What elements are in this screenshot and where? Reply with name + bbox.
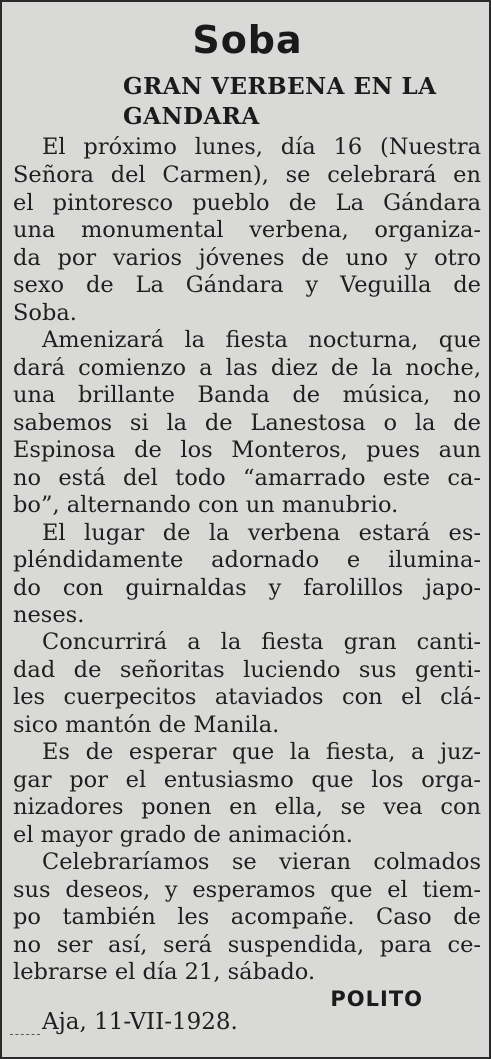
text-line: Es de esperar que la fiesta, a juz- [42, 739, 481, 765]
text-line: Espinosa de los Monteros, pues aun [13, 437, 481, 463]
text-line: una monumental verbena, organiza- [13, 217, 481, 243]
text-line: Señora del Carmen), se celebrará en [13, 162, 481, 188]
dateline: Aja, 11-VII-1928. [42, 1009, 238, 1035]
text-line: pléndidamente adornado e ilumina- [13, 547, 481, 573]
text-line: sico mantón de Manila. [13, 712, 280, 738]
text-line: una brillante Banda de música, no [13, 382, 481, 408]
text-line: El lugar de la verbena estará es- [42, 520, 481, 546]
text-line: dará comienzo a las diez de la noche, [13, 355, 481, 381]
text-line: Celebraríamos se vieran colmados [42, 849, 481, 875]
text-line: da por varios jóvenes de uno y otro [13, 245, 481, 271]
text-line: no ser así, será suspendida, para ce- [13, 932, 481, 958]
text-line: el pintoresco pueblo de La Gándara [13, 190, 481, 216]
text-line: bo”, alternando con un manubrio. [13, 492, 399, 518]
text-line: no está del todo “amarrado este ca- [13, 465, 481, 491]
text-line: sexo de La Gándara y Veguilla de [13, 272, 481, 298]
text-line: Concurrirá a la fiesta gran canti- [42, 629, 481, 655]
headline: Soba [192, 18, 303, 62]
text-line: les cuerpecitos ataviados con el clá- [13, 684, 481, 710]
text-line: gar por el entusiasmo que los orga- [13, 767, 481, 793]
subheadline: GRAN VERBENA EN LA GANDARA [123, 73, 437, 130]
divider [10, 1034, 40, 1035]
text-line: neses. [13, 602, 85, 628]
text-line: sabemos si la de Lanestosa o la de [13, 410, 481, 436]
text-line: po también les acompañe. Caso de [13, 904, 481, 930]
text-line: El próximo lunes, día 16 (Nuestra [42, 134, 481, 160]
text-line: el mayor grado de animación. [13, 822, 353, 848]
author-signature: POLITO [330, 987, 423, 1011]
text-line: dad de señoritas luciendo sus genti- [13, 657, 481, 683]
text-line: Amenizará la fiesta nocturna, que [42, 327, 481, 353]
text-line: do con guirnaldas y farolillos japo- [13, 575, 481, 601]
text-line: sus deseos, y esperamos que el tiem- [13, 877, 481, 903]
text-line: lebrarse el día 21, sábado. [13, 959, 316, 985]
text-line: nizadores ponen en ella, se vea con [13, 794, 481, 820]
text-line: Soba. [13, 300, 77, 326]
